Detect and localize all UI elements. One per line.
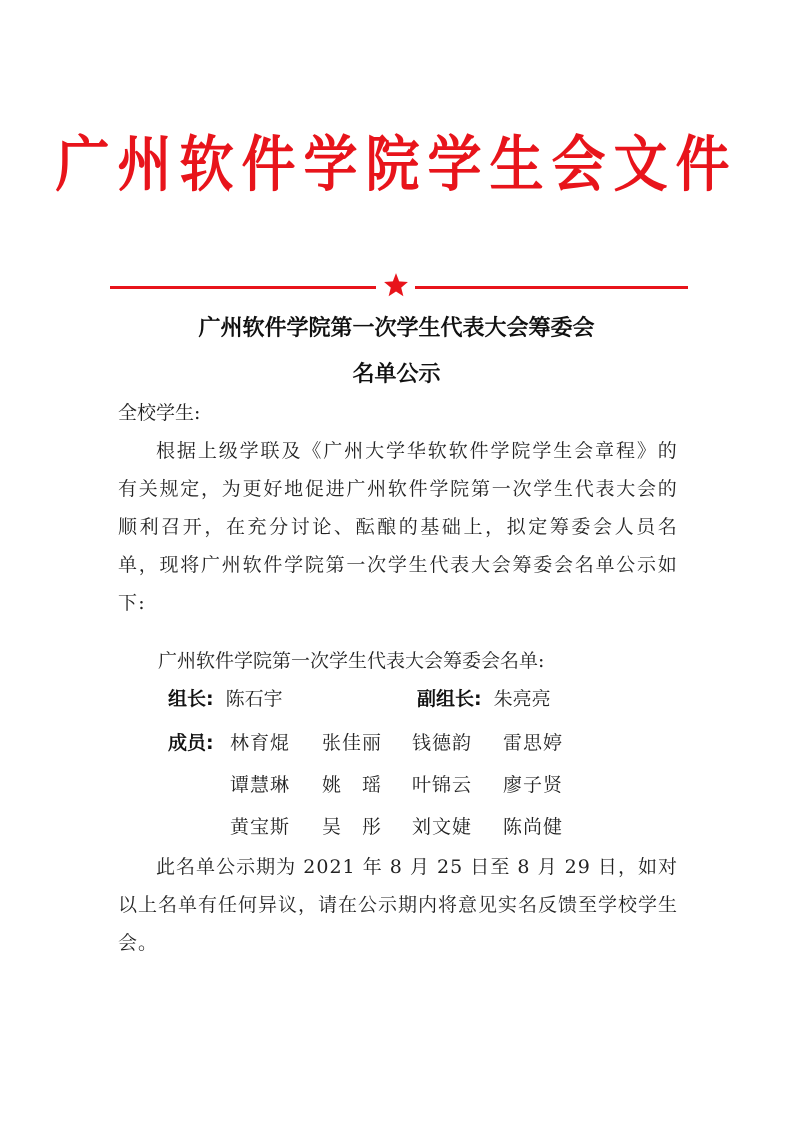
member-name: 林育焜: [230, 732, 291, 754]
member-name: 叶锦云: [412, 774, 473, 796]
members-label-row: [168, 724, 214, 762]
deputy-label: 副组长:: [417, 688, 482, 710]
list-title: 广州软件学院第一次学生代表大会筹委会名单:: [158, 650, 545, 672]
divider-line-left: [110, 286, 376, 289]
deputy-name: 朱亮亮: [493, 688, 551, 710]
salutation: 全校学生:: [118, 402, 201, 424]
member-name: 张佳丽: [322, 732, 383, 754]
members-label: 成员:: [168, 732, 214, 754]
member-name: 谭慧琳: [230, 774, 291, 796]
document-header: 广州软件学院学生会文件: [55, 129, 738, 200]
member-name: 钱德韵: [412, 732, 473, 754]
leader-name: 陈石宇: [225, 688, 283, 710]
paragraph-intro: 根据上级学联及《广州大学华软软件学院学生会章程》的有关规定，为更好地促进广州软件学院第一次学生代表大会的顺利召开，在充分讨论、酝酿的基础上，拟定筹委会人员名单，现将广州软件学院第一次学生代表大会筹委会名单公示如下:: [118, 440, 678, 614]
leader-label: 组长:: [168, 688, 214, 710]
member-name: 刘文婕: [412, 816, 473, 838]
star-icon: [383, 272, 409, 298]
member-name: 陈尚健: [503, 816, 564, 838]
deputy-row: [417, 680, 551, 718]
header-divider: [110, 280, 688, 296]
member-name: 雷思婷: [503, 732, 564, 754]
member-name: 廖子贤: [503, 774, 564, 796]
member-name: 黄宝斯: [230, 816, 291, 838]
member-name: 姚 瑶: [322, 774, 383, 796]
document-title: 广州软件学院第一次学生代表大会筹委会: [198, 316, 595, 341]
divider-line-right: [415, 286, 688, 289]
document-subtitle: 名单公示: [352, 362, 441, 387]
paragraph-notice: 此名单公示期为 2021 年 8 月 25 日至 8 月 29 日，如对以上名单有任何异议，请在公示期内将意见实名反馈至学校学生会。: [118, 856, 679, 954]
member-name: 吴 彤: [322, 816, 383, 838]
leader-row: [168, 680, 283, 718]
